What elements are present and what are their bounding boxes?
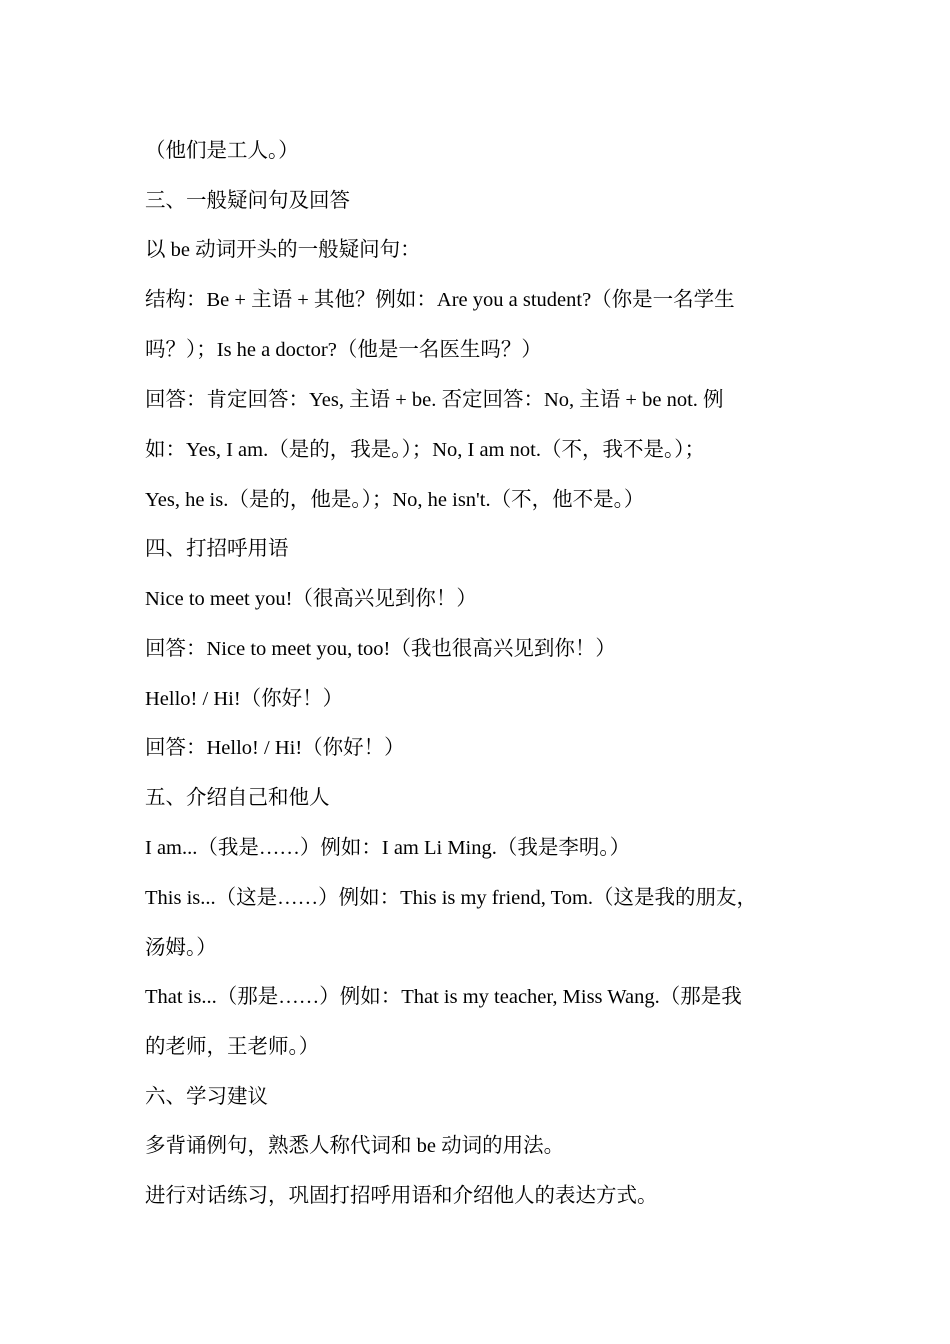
text-line-that-is: That is...（那是……）例如：That is my teacher, Miss Wang.（那是我	[145, 986, 742, 1008]
text-line-this-is-cont: 汤姆。）	[145, 937, 217, 959]
text-line-be-questions-intro: 以 be 动词开头的一般疑问句：	[145, 239, 421, 261]
section-heading-study-tips: 六、学习建议	[145, 1086, 268, 1108]
text-line-nice-to-meet: Nice to meet you!（很高兴见到你！）	[145, 588, 477, 610]
text-line-answers-examples-cont: Yes, he is.（是的，他是。）；No, he isn't.（不，他不是。）	[145, 489, 645, 511]
text-line-tip-dialogue: 进行对话练习，巩固打招呼用语和介绍他人的表达方式。	[145, 1185, 658, 1207]
section-heading-introductions: 五、介绍自己和他人	[145, 787, 330, 809]
text-line-structure: 结构：Be + 主语 + 其他？例如：Are you a student?（你是一名学生	[145, 289, 735, 311]
section-heading-general-questions: 三、一般疑问句及回答	[145, 190, 350, 212]
text-line-nice-to-meet-reply: 回答：Nice to meet you, too!（我也很高兴见到你！）	[145, 638, 616, 660]
section-heading-greetings: 四、打招呼用语	[145, 538, 289, 560]
text-line-hello: Hello! / Hi!（你好！）	[145, 688, 344, 710]
text-line-structure-cont: 吗？）；Is he a doctor?（他是一名医生吗？）	[145, 339, 542, 361]
text-line-this-is: This is...（这是……）例如：This is my friend, Tom.（这是我的朋友，	[145, 887, 758, 909]
text-line-answers-examples: 如：Yes, I am.（是的，我是。）；No, I am not.（不，我不是。）；	[145, 439, 705, 461]
text-line-tip-recite: 多背诵例句，熟悉人称代词和 be 动词的用法。	[145, 1135, 565, 1157]
text-line-hello-reply: 回答：Hello! / Hi!（你好！）	[145, 737, 405, 759]
text-line-answers: 回答：肯定回答：Yes, 主语 + be. 否定回答：No, 主语 + be not. 例	[145, 389, 724, 411]
text-line-that-is-cont: 的老师，王老师。）	[145, 1036, 320, 1058]
text-line-i-am: I am...（我是……）例如：I am Li Ming.（我是李明。）	[145, 837, 631, 859]
text-line-workers: （他们是工人。）	[145, 140, 299, 162]
